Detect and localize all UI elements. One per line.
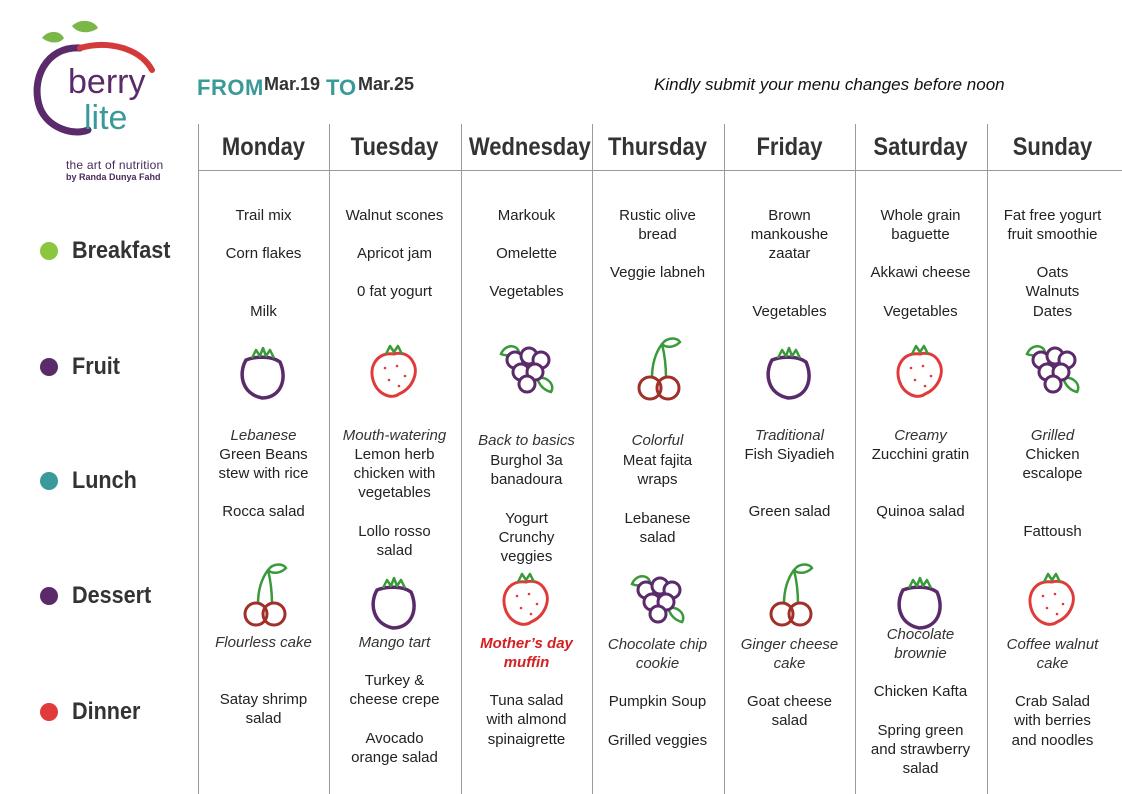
- lunch-item: Zucchini gratin: [871, 446, 970, 463]
- meal-label-text: Fruit: [72, 353, 120, 380]
- dessert-item: Mango tart: [358, 634, 431, 651]
- lunch-item: salad: [639, 529, 676, 546]
- day-header-monday: Monday: [221, 133, 306, 161]
- dinner-item: Turkey &: [364, 672, 425, 689]
- lunch-item: escalope: [1022, 465, 1083, 482]
- breakfast-item: Akkawi cheese: [870, 264, 971, 281]
- dinner-item: and noodles: [1011, 732, 1094, 749]
- from-label: FROM: [197, 75, 264, 100]
- breakfast-item: zaatar: [768, 245, 811, 262]
- breakfast-item: bread: [638, 226, 677, 243]
- day-column-friday: [724, 170, 855, 794]
- meal-label-breakfast: [40, 236, 181, 266]
- breakfast-dot-icon: [40, 242, 58, 260]
- dinner-item: Grilled veggies: [607, 732, 708, 749]
- dinner-item: Chicken Kafta: [873, 683, 968, 700]
- lunch-item: Burghol 3a: [490, 452, 563, 469]
- breakfast-item: Vegetables: [752, 303, 827, 320]
- lunch-item: wraps: [637, 471, 678, 488]
- lunch-style: Grilled: [1030, 427, 1075, 444]
- lunch-item: vegetables: [358, 484, 431, 501]
- day-column-thursday: [592, 170, 723, 794]
- breakfast-item: Markouk: [497, 207, 556, 224]
- dinner-item: Avocado: [365, 730, 424, 747]
- fig-icon: [228, 336, 298, 406]
- breakfast-item: mankoushe: [750, 226, 829, 243]
- lunch-style: Back to basics: [478, 432, 575, 449]
- breakfast-item: 0 fat yogurt: [356, 283, 433, 300]
- dessert-item: brownie: [894, 645, 947, 662]
- breakfast-item: Vegetables: [489, 283, 564, 300]
- breakfast-item: Oats: [1036, 264, 1069, 281]
- brand-logo: [28, 18, 178, 182]
- fig-icon: [754, 336, 824, 406]
- meal-label-text: Lunch: [72, 467, 137, 494]
- lunch-item: Fish Siyadieh: [744, 446, 835, 463]
- lunch-style: Colorful: [631, 432, 684, 449]
- lunch-item: Quinoa salad: [876, 503, 965, 520]
- dinner-item: Crab Salad: [1014, 693, 1091, 710]
- lunch-style: Mouth-watering: [342, 427, 447, 444]
- dinner-item: with berries: [1014, 712, 1091, 729]
- grapes-icon: [491, 332, 561, 402]
- dessert-item: Coffee walnut: [1006, 636, 1099, 653]
- lunch-item: Fattoush: [1023, 523, 1082, 540]
- strawberry-icon: [885, 336, 955, 406]
- dinner-item: Spring green: [877, 722, 964, 739]
- day-header-thursday: Thursday: [607, 133, 708, 161]
- lunch-item: Lollo rosso: [358, 523, 431, 540]
- dessert-item: cake: [773, 655, 806, 672]
- from-date: Mar.19: [264, 74, 321, 94]
- lunch-item: Rocca salad: [222, 503, 305, 520]
- lunch-item: stew with rice: [218, 465, 309, 482]
- day-column-monday: [198, 170, 329, 794]
- dinner-dot-icon: [40, 703, 58, 721]
- meal-label-lunch: [40, 466, 144, 496]
- day-header-tuesday: Tuesday: [350, 133, 439, 161]
- breakfast-item: Rustic olive: [619, 207, 696, 224]
- cherry-icon: [228, 560, 298, 630]
- breakfast-item: Fat free yogurt: [1003, 207, 1102, 224]
- breakfast-item: Omelette: [496, 245, 557, 262]
- breakfast-item: Brown: [768, 207, 811, 224]
- meal-label-text: Dinner: [72, 698, 141, 725]
- dinner-item: spinaigrette: [487, 731, 566, 748]
- breakfast-item: Dates: [1032, 303, 1073, 320]
- meal-label-dessert: [40, 581, 160, 611]
- lunch-item: Meat fajita: [622, 452, 693, 469]
- dinner-item: orange salad: [351, 749, 438, 766]
- breakfast-item: Vegetables: [883, 303, 958, 320]
- svg-text:lite: lite: [84, 99, 128, 137]
- day-column-wednesday: [461, 170, 592, 794]
- lunch-item: chicken with: [353, 465, 436, 482]
- dinner-item: cheese crepe: [349, 691, 440, 708]
- dinner-item: and strawberry: [870, 741, 971, 758]
- lunch-item: Lemon herb: [354, 446, 435, 463]
- day-header-sunday: Sunday: [1012, 133, 1093, 161]
- strawberry-icon: [491, 564, 561, 634]
- lunch-item: Yogurt: [505, 510, 548, 527]
- breakfast-item: Walnut scones: [345, 207, 444, 224]
- lunch-style: Traditional: [755, 427, 824, 444]
- logo-byline: by Randa Dunya Fahd: [66, 172, 161, 182]
- dinner-item: with almond: [486, 711, 567, 728]
- breakfast-item: Corn flakes: [225, 245, 302, 262]
- breakfast-item: Milk: [250, 303, 277, 320]
- fruit-dot-icon: [40, 358, 58, 376]
- lunch-style: Lebanese: [230, 427, 297, 444]
- dinner-item: salad: [902, 760, 939, 777]
- day-header-saturday: Saturday: [873, 133, 968, 161]
- lunch-item: veggies: [500, 548, 553, 565]
- cherry-icon: [622, 334, 692, 404]
- meal-label-dinner: [40, 697, 148, 727]
- breakfast-item: Whole grain: [880, 207, 961, 224]
- dessert-item-special: muffin: [503, 654, 550, 671]
- cherry-icon: [754, 560, 824, 630]
- meal-label-fruit: [40, 352, 125, 382]
- day-header-wednesday: Wednesday: [468, 133, 591, 161]
- day-header-friday: Friday: [756, 133, 823, 161]
- dinner-item: salad: [771, 712, 808, 729]
- fig-icon: [359, 566, 429, 636]
- day-column-tuesday: [329, 170, 460, 794]
- breakfast-item: Veggie labneh: [609, 264, 706, 281]
- dinner-item: Satay shrimp: [219, 691, 308, 708]
- grapes-icon: [622, 562, 692, 632]
- lunch-dot-icon: [40, 472, 58, 490]
- lunch-item: Green salad: [748, 503, 831, 520]
- breakfast-item: Trail mix: [235, 207, 292, 224]
- strawberry-icon: [1017, 564, 1087, 634]
- dinner-item: Pumpkin Soup: [608, 693, 707, 710]
- berry-logo-icon: [28, 18, 178, 148]
- dessert-item: Chocolate: [886, 626, 955, 643]
- dessert-dot-icon: [40, 587, 58, 605]
- meal-label-text: Dessert: [72, 582, 152, 609]
- lunch-item: Crunchy: [498, 529, 555, 546]
- meal-label-text: Breakfast: [72, 237, 171, 264]
- lunch-item: Lebanese: [624, 510, 691, 527]
- dessert-item: Chocolate chip: [607, 636, 708, 653]
- dinner-item: Goat cheese: [746, 693, 833, 710]
- dinner-item: Tuna salad: [489, 692, 564, 709]
- dessert-item-special: Mother’s day: [480, 635, 573, 652]
- strawberry-icon: [359, 336, 429, 406]
- lunch-item: banadoura: [490, 471, 563, 488]
- menu-change-notice: Kindly submit your menu changes before noon: [654, 75, 1005, 94]
- dessert-item: cookie: [635, 655, 680, 672]
- breakfast-item: baguette: [891, 226, 950, 243]
- dinner-item: salad: [245, 710, 282, 727]
- dessert-item: Flourless cake: [215, 634, 312, 651]
- day-column-saturday: [855, 170, 986, 794]
- dessert-item: Ginger cheese: [740, 636, 839, 653]
- breakfast-item: fruit smoothie: [1007, 226, 1098, 243]
- to-date: Mar.25: [358, 74, 415, 94]
- svg-text:berry: berry: [68, 63, 146, 101]
- dessert-item: cake: [1036, 655, 1069, 672]
- breakfast-item: Apricot jam: [356, 245, 433, 262]
- day-column-sunday: [987, 170, 1118, 794]
- lunch-item: salad: [376, 542, 413, 559]
- grapes-icon: [1017, 332, 1087, 402]
- lunch-style: Creamy: [894, 427, 947, 444]
- lunch-item: Green Beans: [219, 446, 308, 463]
- logo-tagline: the art of nutrition: [66, 158, 164, 172]
- lunch-item: Chicken: [1025, 446, 1080, 463]
- breakfast-item: Walnuts: [1025, 283, 1080, 300]
- to-label: TO: [326, 75, 357, 100]
